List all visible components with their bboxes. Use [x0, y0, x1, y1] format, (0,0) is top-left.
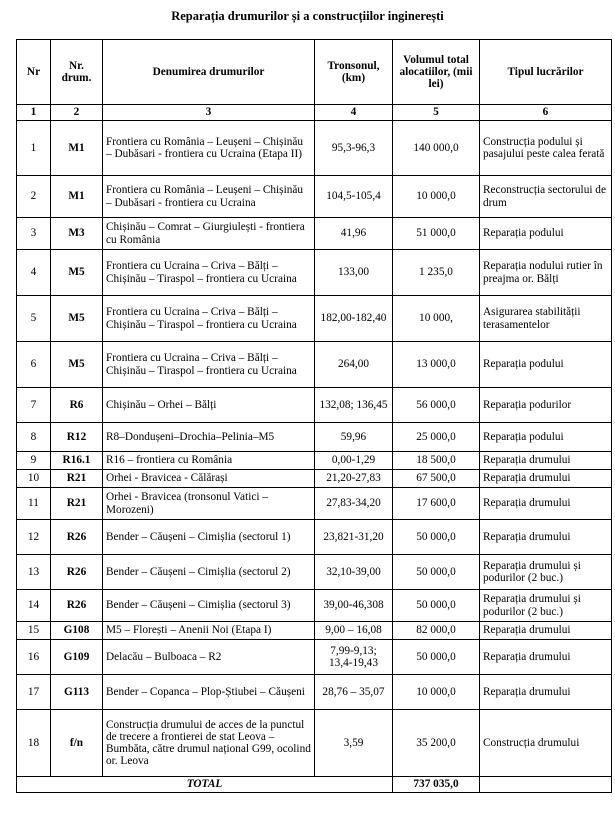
table-row [17, 640, 612, 675]
allocated-volume: 18 500,0 [393, 452, 480, 470]
work-type: Reparația drumului și podurilor (2 buc.) [480, 590, 612, 622]
tronson-km: 95,3-96,3 [315, 121, 393, 176]
table-row [17, 488, 612, 520]
tronson-km: 3,59 [315, 710, 393, 777]
table-header-row [17, 40, 612, 105]
allocated-volume: 50 000,0 [393, 590, 480, 622]
table-row [17, 555, 612, 590]
table-row [17, 250, 612, 296]
row-nr: 13 [17, 555, 51, 590]
work-type: Reparația podului [480, 342, 612, 388]
header-volum: Volumul total alocatiilor, (mii lei) [393, 40, 480, 105]
allocated-volume: 17 600,0 [393, 488, 480, 520]
work-type: Reparația drumului [480, 640, 612, 675]
road-name: Frontiera cu România – Leușeni – Chișinău – Dubăsari - frontiera cu Ucraina [103, 176, 315, 218]
tronson-km: 39,00-46,308 [315, 590, 393, 622]
road-code: M1 [51, 176, 103, 218]
road-name: R16 – frontiera cu România [103, 452, 315, 470]
road-code: G113 [51, 675, 103, 710]
road-code: R6 [51, 388, 103, 423]
road-code: M5 [51, 296, 103, 342]
road-code: R16.1 [51, 452, 103, 470]
road-name: Orhei - Bravicea (tronsonul Vatici – Morozeni) [103, 488, 315, 520]
table-row [17, 470, 612, 488]
road-name: Bender – Copanca – Plop-Știubei – Căușeni [103, 675, 315, 710]
work-type: Reparația podurilor [480, 388, 612, 423]
row-nr: 18 [17, 710, 51, 777]
road-name: Frontiera cu Ucraina – Criva – Bălți – Chișinău – Tiraspol – frontiera cu Ucraina [103, 296, 315, 342]
table-row [17, 675, 612, 710]
work-type: Reparația drumului [480, 488, 612, 520]
road-code: M5 [51, 250, 103, 296]
road-name: Bender – Căușeni – Cimișlia (sectorul 1) [103, 520, 315, 555]
allocated-volume: 50 000,0 [393, 520, 480, 555]
road-code: G109 [51, 640, 103, 675]
row-nr: 17 [17, 675, 51, 710]
tronson-km: 41,96 [315, 218, 393, 250]
allocated-volume: 50 000,0 [393, 640, 480, 675]
column-number: 5 [393, 105, 480, 121]
table-row [17, 710, 612, 777]
tronson-km: 0,00-1,29 [315, 452, 393, 470]
total-empty-cell [480, 777, 612, 793]
column-number: 3 [103, 105, 315, 121]
row-nr: 5 [17, 296, 51, 342]
road-code: M1 [51, 121, 103, 176]
road-name: Bender – Căușeni – Cimișlia (sectorul 2) [103, 555, 315, 590]
row-nr: 2 [17, 176, 51, 218]
tronson-km: 182,00-182,40 [315, 296, 393, 342]
road-code: M3 [51, 218, 103, 250]
row-nr: 4 [17, 250, 51, 296]
tronson-km: 7,99-9,13; 13,4-19,43 [315, 640, 393, 675]
row-nr: 7 [17, 388, 51, 423]
column-number: 2 [51, 105, 103, 121]
road-name: Chișinău – Comrat – Giurgiulești - frontiera cu România [103, 218, 315, 250]
work-type: Reparația drumului [480, 470, 612, 488]
road-name: Frontiera cu România – Leușeni – Chișinău – Dubăsari - frontiera cu Ucraina (Etapa II) [103, 121, 315, 176]
allocated-volume: 10 000,0 [393, 675, 480, 710]
table-row [17, 520, 612, 555]
header-tronson: Tronsonul, (km) [315, 40, 393, 105]
work-type: Asigurarea stabilității terasamentelor [480, 296, 612, 342]
road-name: Chișinău – Orhei – Bălți [103, 388, 315, 423]
row-nr: 12 [17, 520, 51, 555]
road-name: R8–Dondușeni–Drochia–Pelinia–M5 [103, 423, 315, 452]
row-nr: 11 [17, 488, 51, 520]
table-row [17, 423, 612, 452]
table-row [17, 590, 612, 622]
allocated-volume: 25 000,0 [393, 423, 480, 452]
allocated-volume: 82 000,0 [393, 622, 480, 640]
work-type: Reparația drumului [480, 520, 612, 555]
table-row [17, 452, 612, 470]
tronson-km: 264,00 [315, 342, 393, 388]
tronson-km: 59,96 [315, 423, 393, 452]
tronson-km: 23,821-31,20 [315, 520, 393, 555]
allocated-volume: 51 000,0 [393, 218, 480, 250]
table-body [17, 121, 612, 777]
tronson-km: 9,00 – 16,08 [315, 622, 393, 640]
work-type: Reparația drumului [480, 675, 612, 710]
allocated-volume: 56 000,0 [393, 388, 480, 423]
document-title: Reparația drumurilor și a construcțiilor inginerești [171, 9, 444, 23]
row-nr: 9 [17, 452, 51, 470]
road-code: R21 [51, 488, 103, 520]
tronson-km: 133,00 [315, 250, 393, 296]
column-number: 4 [315, 105, 393, 121]
allocated-volume: 67 500,0 [393, 470, 480, 488]
road-code: f/n [51, 710, 103, 777]
total-label: TOTAL [17, 777, 393, 793]
header-tip: Tipul lucrărilor [480, 40, 612, 105]
table-row [17, 176, 612, 218]
road-name: Frontiera cu Ucraina – Criva – Bălți – Chișinău – Tiraspol – frontiera cu Ucraina [103, 250, 315, 296]
total-value: 737 035,0 [393, 777, 480, 793]
work-type: Construcția drumului [480, 710, 612, 777]
work-type: Reparația nodului rutier în preajma or. Bălți [480, 250, 612, 296]
table-row [17, 622, 612, 640]
road-code: G108 [51, 622, 103, 640]
tronson-km: 21,20-27,83 [315, 470, 393, 488]
work-type: Reconstrucția sectorului de drum [480, 176, 612, 218]
road-name: Frontiera cu Ucraina – Criva – Bălți – Chișinău – Tiraspol – frontiera cu Ucraina [103, 342, 315, 388]
work-type: Reparația drumului și podurilor (2 buc.) [480, 555, 612, 590]
table-row [17, 342, 612, 388]
work-type: Reparația podului [480, 218, 612, 250]
road-name: Delacău – Bulboaca – R2 [103, 640, 315, 675]
row-nr: 10 [17, 470, 51, 488]
column-number: 1 [17, 105, 51, 121]
work-type: Reparația podului [480, 423, 612, 452]
column-number: 6 [480, 105, 612, 121]
table-row [17, 218, 612, 250]
tronson-km: 132,08; 136,45 [315, 388, 393, 423]
road-name: Bender – Căușeni – Cimișlia (sectorul 3) [103, 590, 315, 622]
allocated-volume: 10 000,0 [393, 176, 480, 218]
row-nr: 3 [17, 218, 51, 250]
road-code: R26 [51, 520, 103, 555]
row-nr: 15 [17, 622, 51, 640]
row-nr: 8 [17, 423, 51, 452]
roads-table [16, 39, 612, 793]
tronson-km: 28,76 – 35,07 [315, 675, 393, 710]
work-type: Reparația drumului [480, 622, 612, 640]
header-nr: Nr [17, 40, 51, 105]
allocated-volume: 13 000,0 [393, 342, 480, 388]
allocated-volume: 50 000,0 [393, 555, 480, 590]
road-name: Orhei - Bravicea - Călărași [103, 470, 315, 488]
work-type: Reparația drumului [480, 452, 612, 470]
road-code: R26 [51, 555, 103, 590]
row-nr: 16 [17, 640, 51, 675]
total-row [17, 777, 612, 793]
row-nr: 6 [17, 342, 51, 388]
header-name: Denumirea drumurilor [103, 40, 315, 105]
tronson-km: 27,83-34,20 [315, 488, 393, 520]
work-type: Construcția podului și pasajului peste calea ferată [480, 121, 612, 176]
road-code: R21 [51, 470, 103, 488]
allocated-volume: 35 200,0 [393, 710, 480, 777]
tronson-km: 104,5-105,4 [315, 176, 393, 218]
allocated-volume: 10 000, [393, 296, 480, 342]
row-nr: 14 [17, 590, 51, 622]
allocated-volume: 140 000,0 [393, 121, 480, 176]
road-name: Construcția drumului de acces de la punctul de trecere a frontierei de stat Leova – Bumbăta, către drumul național G99, ocolind or. Leova [103, 710, 315, 777]
table-row [17, 296, 612, 342]
column-number-row [17, 105, 612, 121]
table-row [17, 121, 612, 176]
road-code: M5 [51, 342, 103, 388]
tronson-km: 32,10-39,00 [315, 555, 393, 590]
road-code: R12 [51, 423, 103, 452]
header-drum: Nr. drum. [51, 40, 103, 105]
road-name: M5 – Florești – Anenii Noi (Etapa I) [103, 622, 315, 640]
allocated-volume: 1 235,0 [393, 250, 480, 296]
row-nr: 1 [17, 121, 51, 176]
table-row [17, 388, 612, 423]
road-code: R26 [51, 590, 103, 622]
